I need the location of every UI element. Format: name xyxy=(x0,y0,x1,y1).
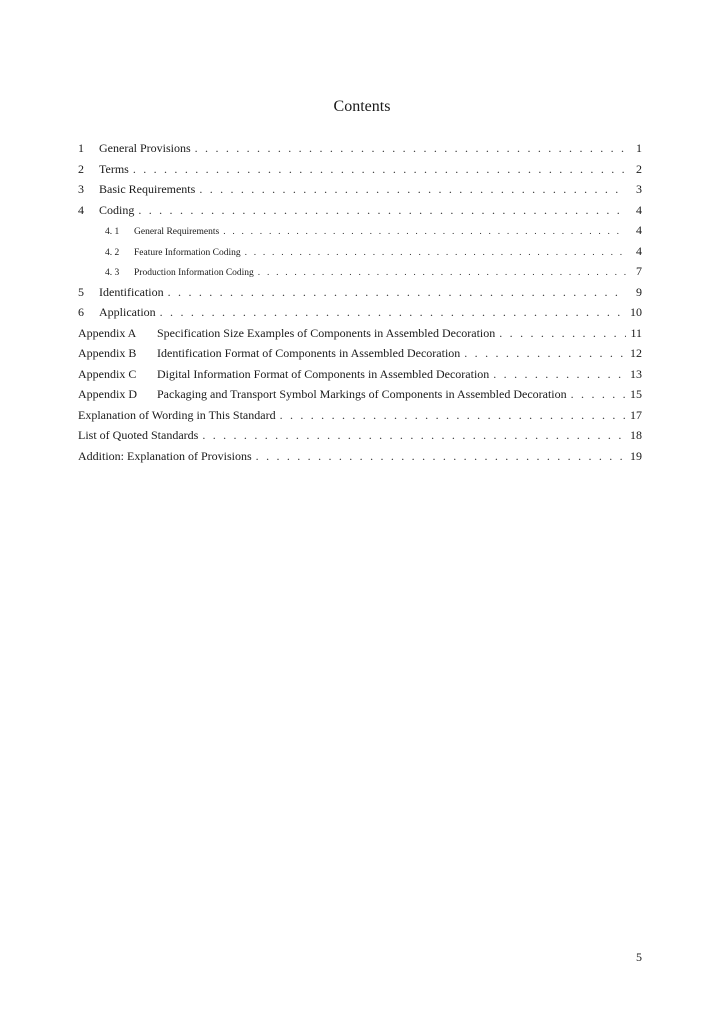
dot-leader xyxy=(571,387,626,402)
toc-entry-explanation-of-wording[interactable] xyxy=(78,408,642,429)
toc-entry-label: Identification xyxy=(99,284,164,299)
toc-entry-label: Terms xyxy=(99,161,129,176)
toc-entry-page: 18 xyxy=(630,428,642,442)
toc-entry-label: Packaging and Transport Symbol Markings of Components in Assembled Decoration xyxy=(157,387,567,401)
dot-leader xyxy=(133,162,626,177)
dot-leader xyxy=(168,285,626,300)
toc-entry-feature-information-coding[interactable] xyxy=(78,244,642,265)
toc-entry-number: 6 xyxy=(78,305,84,319)
toc-entry-page: 11 xyxy=(630,325,642,340)
toc-entry-number: Appendix C xyxy=(78,366,137,381)
toc-entry-appendix-a[interactable] xyxy=(78,326,642,347)
toc-entry-label: Identification Format of Components in Assembled Decoration xyxy=(157,346,461,360)
toc-entry-page: 4 xyxy=(636,223,642,237)
toc-entry-label: General Provisions xyxy=(99,141,191,155)
toc-entry-label: Specification Size Examples of Components in Assembled Decoration xyxy=(157,325,496,340)
toc-entry-label: Addition: Explanation of Provisions xyxy=(78,448,252,463)
toc-entry-appendix-d[interactable] xyxy=(78,387,642,408)
dot-leader xyxy=(464,346,626,361)
dot-leader xyxy=(245,248,626,258)
dot-leader xyxy=(493,367,626,382)
toc-entry-page: 19 xyxy=(630,448,642,463)
toc-entry-appendix-c[interactable] xyxy=(78,367,642,388)
toc-entry-label: Feature Information Coding xyxy=(134,247,241,258)
toc-entry-addition-explanation-of-provisions[interactable] xyxy=(78,449,642,470)
toc-entry-page: 1 xyxy=(636,141,642,155)
dot-leader xyxy=(195,141,626,156)
toc-entry-number: 4. 1 xyxy=(105,227,120,237)
toc-entry-terms[interactable] xyxy=(78,162,642,183)
toc-entry-page: 17 xyxy=(630,407,642,422)
toc-entry-number: 2 xyxy=(78,161,84,176)
dot-leader xyxy=(256,449,626,464)
toc-entry-page: 2 xyxy=(636,161,642,176)
toc-entry-number: 4. 3 xyxy=(105,268,120,278)
toc-entry-page: 9 xyxy=(636,284,642,299)
dot-leader xyxy=(138,203,626,218)
dot-leader xyxy=(223,227,626,237)
toc-entry-identification[interactable] xyxy=(78,285,642,306)
toc-entry-general-provisions[interactable] xyxy=(78,141,642,162)
page-title: Contents xyxy=(333,98,391,115)
toc-entry-basic-requirements[interactable] xyxy=(78,182,642,203)
toc-entry-coding[interactable] xyxy=(78,203,642,224)
toc-entry-page: 7 xyxy=(636,264,642,278)
toc-entry-number: Appendix D xyxy=(78,387,137,401)
toc-entry-label: Production Information Coding xyxy=(134,268,254,278)
toc-entry-page: 3 xyxy=(636,182,642,196)
toc-entry-label: General Requirements xyxy=(134,227,220,237)
toc-entry-page: 12 xyxy=(630,346,642,360)
toc-entry-label: Basic Requirements xyxy=(99,182,196,196)
dot-leader xyxy=(280,408,626,423)
toc-entry-page: 4 xyxy=(636,202,642,217)
toc-entry-appendix-b[interactable] xyxy=(78,346,642,367)
toc-entry-label: List of Quoted Standards xyxy=(78,428,199,442)
toc-entry-number: Appendix A xyxy=(78,325,137,340)
toc-entry-page: 10 xyxy=(630,305,642,319)
toc-entry-application[interactable] xyxy=(78,305,642,326)
toc-entry-label: Coding xyxy=(99,202,135,217)
toc-entry-number: 3 xyxy=(78,182,84,196)
dot-leader xyxy=(202,428,626,443)
dot-leader xyxy=(499,326,626,341)
dot-leader xyxy=(160,305,626,320)
toc-entry-page: 13 xyxy=(630,366,642,381)
toc-entry-page: 15 xyxy=(630,387,642,401)
toc-entry-label: Digital Information Format of Components in Assembled Decoration xyxy=(157,366,490,381)
toc-entry-label: Application xyxy=(99,305,156,319)
table-of-contents xyxy=(78,141,642,469)
toc-entry-number: 1 xyxy=(78,141,84,155)
toc-entry-list-of-quoted-standards[interactable] xyxy=(78,428,642,449)
toc-entry-label: Explanation of Wording in This Standard xyxy=(78,407,276,422)
toc-entry-number: 5 xyxy=(78,284,84,299)
toc-entry-production-information-coding[interactable] xyxy=(78,264,642,285)
dot-leader xyxy=(199,182,626,197)
toc-entry-number: Appendix B xyxy=(78,346,137,360)
toc-entry-page: 4 xyxy=(636,243,642,258)
toc-entry-number: 4 xyxy=(78,202,84,217)
toc-entry-general-requirements[interactable] xyxy=(78,223,642,244)
toc-entry-number: 4. 2 xyxy=(105,247,120,258)
dot-leader xyxy=(258,268,626,278)
page-number: 5 xyxy=(636,950,642,964)
